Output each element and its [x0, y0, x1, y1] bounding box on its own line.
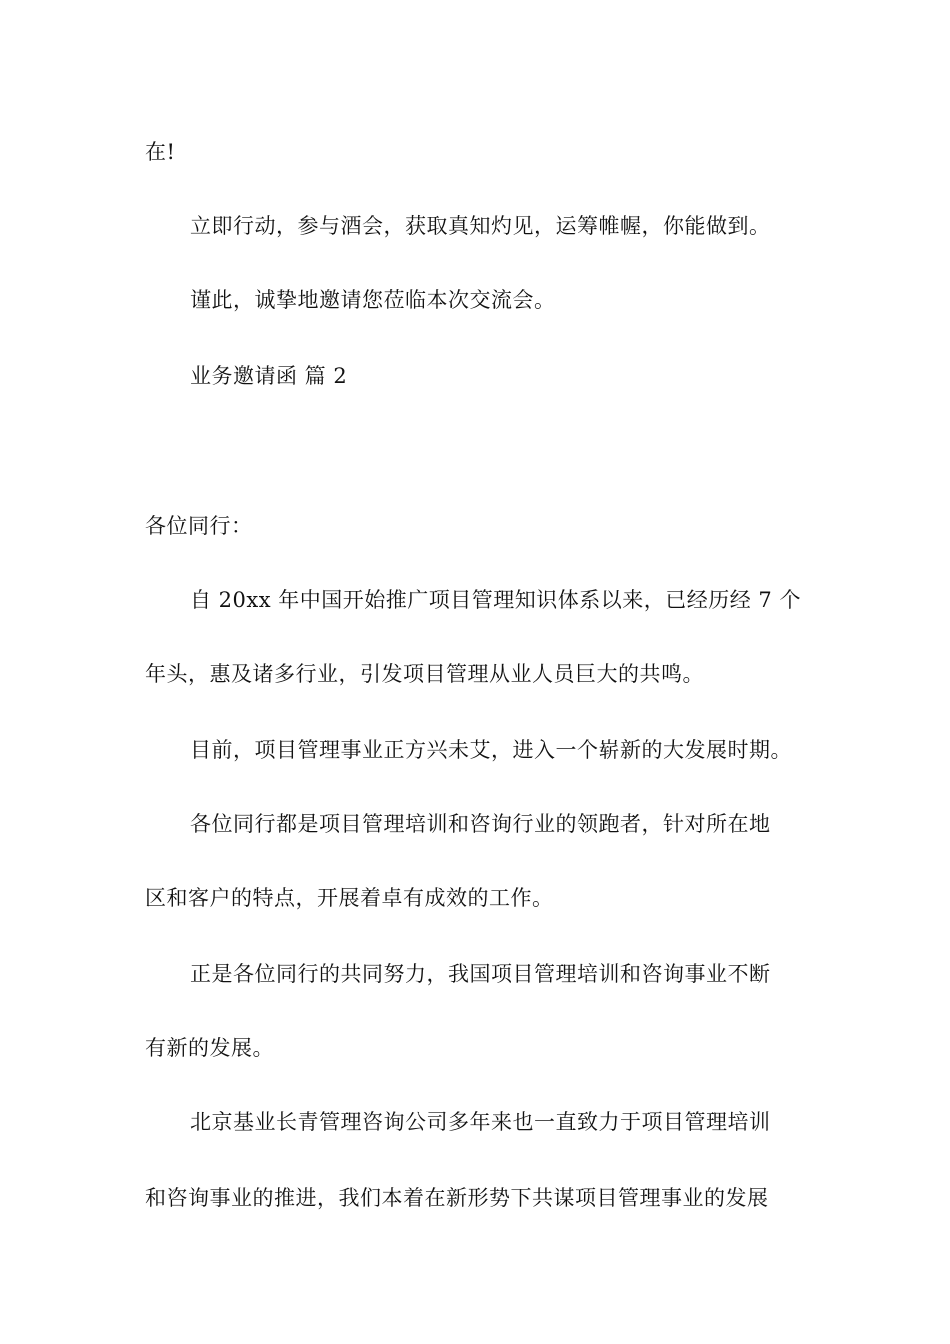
section-heading: 业务邀请函 篇 2: [190, 364, 348, 388]
salutation: 各位同行：: [145, 514, 253, 538]
paragraph-line: 正是各位同行的共同努力，我国项目管理培训和咨询事业不断: [190, 962, 771, 986]
text-line-continuation: 在!: [145, 140, 176, 164]
paragraph-line: 有新的发展。: [145, 1036, 274, 1060]
paragraph-line: 区和客户的特点，开展着卓有成效的工作。: [145, 886, 554, 910]
paragraph-line: 目前，项目管理事业正方兴未艾，进入一个崭新的大发展时期。: [190, 738, 792, 762]
paragraph-line: 各位同行都是项目管理培训和咨询行业的领跑者，针对所在地: [190, 812, 771, 836]
text-line-call-to-action: 立即行动，参与酒会，获取真知灼见，运筹帷幄，你能做到。: [190, 214, 771, 238]
paragraph-line: 和咨询事业的推进，我们本着在新形势下共谋项目管理事业的发展: [145, 1186, 769, 1210]
text-line-invitation: 谨此，诚挚地邀请您莅临本次交流会。: [190, 288, 556, 312]
paragraph-line: 自 20xx 年中国开始推广项目管理知识体系以来，已经历经 7 个: [190, 588, 801, 612]
paragraph-line: 年头，惠及诸多行业，引发项目管理从业人员巨大的共鸣。: [145, 662, 704, 686]
paragraph-line: 北京基业长青管理咨询公司多年来也一直致力于项目管理培训: [190, 1110, 771, 1134]
